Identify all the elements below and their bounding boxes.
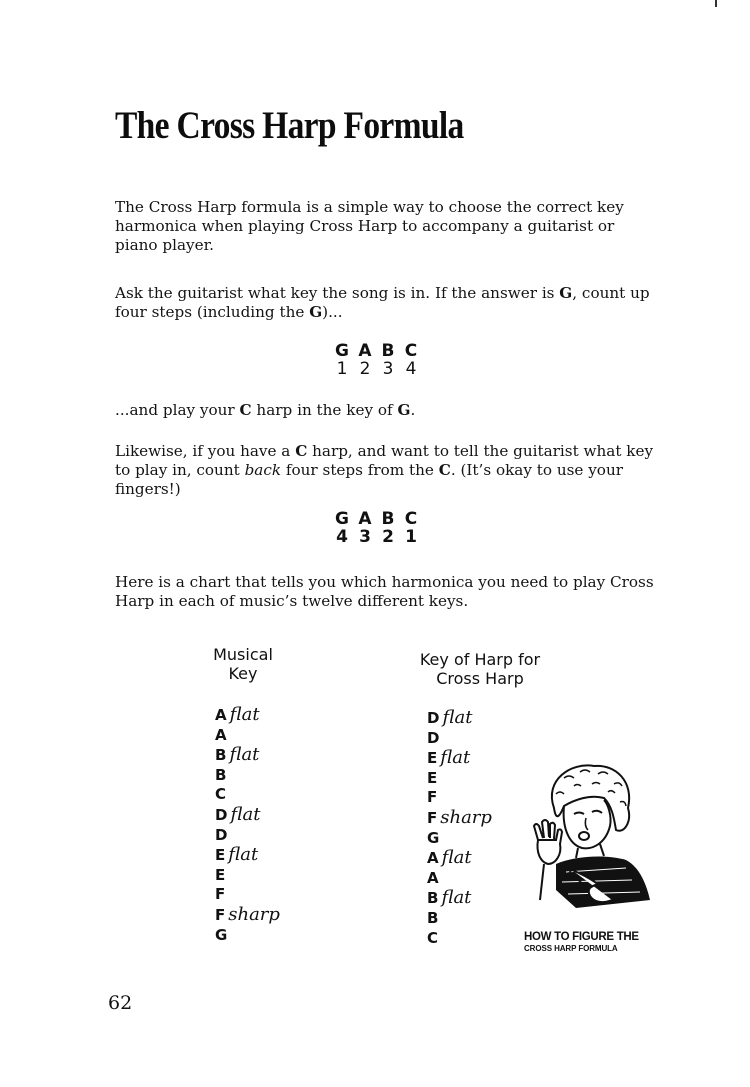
- key-row: [215, 745, 280, 766]
- step-number: 4: [405, 359, 417, 379]
- key-letter: D: [215, 825, 228, 844]
- key-modifier: sharp: [440, 806, 492, 828]
- count-back-diagram: [335, 510, 418, 546]
- key-letter: E: [215, 846, 226, 865]
- key-letter: F: [427, 808, 438, 827]
- key-row: [215, 766, 280, 786]
- illustration-caption: [524, 932, 639, 954]
- key-letter: D: [427, 709, 440, 727]
- bold-note: C: [438, 461, 451, 479]
- key-modifier: flat: [442, 707, 473, 728]
- page-title: The Cross Harp Formula: [115, 104, 464, 147]
- key-letter: A: [427, 868, 439, 887]
- bold-note: C: [295, 442, 308, 460]
- key-modifier: flat: [230, 803, 261, 825]
- italic-word: back: [244, 461, 282, 479]
- key-row: [215, 845, 280, 866]
- bold-note: C: [239, 401, 252, 419]
- key-row: [427, 708, 492, 729]
- key-modifier: flat: [441, 887, 472, 909]
- text-run: Likewise, if you have a: [115, 442, 296, 460]
- bold-note: G: [397, 401, 411, 419]
- harmonica-player-illustration: [516, 760, 656, 925]
- musical-key-list: [215, 705, 280, 945]
- count-up-diagram: [335, 342, 418, 378]
- text-run: Ask the guitarist what key the song is in. If the answer is: [115, 284, 560, 302]
- key-letter: D: [427, 728, 440, 747]
- key-letter: F: [427, 788, 438, 807]
- key-row: [427, 829, 492, 849]
- key-row: [215, 926, 280, 946]
- key-row: [215, 726, 280, 746]
- key-letter: B: [427, 889, 439, 908]
- key-row: [427, 869, 492, 889]
- key-modifier: flat: [229, 704, 260, 725]
- note-label: A: [358, 341, 372, 361]
- key-letter: E: [427, 749, 438, 768]
- key-row: [427, 808, 492, 829]
- bold-note: G: [559, 284, 573, 302]
- paragraph-intro: The Cross Harp formula is a simple way to choose the correct key harmonica when playing Cross Harp to accompany a guitarist or piano player.: [115, 198, 624, 254]
- step-number: 3: [359, 527, 371, 547]
- text-run: harp in the key of: [251, 401, 398, 419]
- key-letter: E: [427, 768, 438, 787]
- key-row: [427, 769, 492, 789]
- key-row: [215, 885, 280, 905]
- column-header-musical-key: [198, 645, 288, 683]
- key-row: [215, 905, 280, 926]
- key-row: [427, 748, 492, 769]
- text-run: four steps from the: [281, 461, 439, 479]
- bold-note: G: [309, 303, 323, 321]
- key-letter: B: [215, 765, 227, 784]
- note-label: G: [335, 509, 349, 529]
- key-letter: F: [215, 905, 226, 924]
- key-row: [215, 785, 280, 805]
- step-number: 1: [336, 359, 348, 379]
- key-letter: G: [427, 828, 440, 847]
- text-run: . (It’s okay to use your fingers!): [115, 461, 623, 498]
- note-label: B: [381, 509, 395, 529]
- key-row: [215, 705, 280, 726]
- text-run: )...: [322, 303, 343, 321]
- text-run: .: [410, 401, 416, 419]
- step-number: 2: [359, 359, 371, 379]
- step-number: 4: [336, 527, 348, 547]
- key-letter: E: [215, 865, 226, 884]
- key-letter: G: [215, 925, 228, 944]
- step-number: 2: [382, 527, 394, 547]
- caption-line: CROSS HARP FORMULA: [524, 944, 618, 953]
- column-header-harp-key: [380, 650, 580, 688]
- key-row: [427, 888, 492, 909]
- key-letter: C: [427, 928, 439, 947]
- scan-edge-mark: [715, 0, 717, 7]
- paragraph-ask-guitarist: [115, 284, 655, 322]
- key-row: [215, 866, 280, 886]
- key-row: [427, 929, 492, 949]
- key-modifier: flat: [229, 744, 260, 766]
- key-modifier: flat: [441, 847, 472, 869]
- key-row: [427, 729, 492, 749]
- key-letter: F: [215, 885, 226, 904]
- step-number: 3: [382, 359, 394, 379]
- key-letter: B: [215, 746, 227, 765]
- key-letter: A: [215, 706, 227, 724]
- key-row: [427, 788, 492, 808]
- note-label: G: [335, 341, 349, 361]
- note-label: C: [404, 509, 418, 529]
- page-number: 62: [108, 992, 133, 1014]
- note-label: A: [358, 509, 372, 529]
- key-letter: A: [215, 725, 227, 744]
- note-label: C: [404, 341, 418, 361]
- header-line: Cross Harp: [436, 669, 524, 688]
- key-letter: D: [215, 805, 228, 824]
- key-row: [215, 826, 280, 846]
- paragraph-likewise: [115, 442, 655, 499]
- paragraph-chart-intro: Here is a chart that tells you which harmonica you need to play Cross Harp in each of music’s twelve different keys.: [115, 573, 654, 610]
- key-modifier: flat: [440, 747, 471, 769]
- key-modifier: flat: [228, 844, 259, 866]
- header-line: Key of Harp for: [419, 650, 541, 669]
- key-row: [427, 848, 492, 869]
- paragraph-play-harp: [115, 401, 655, 420]
- key-row: [427, 909, 492, 929]
- text-run: harp, and want to tell the guitarist what key to play in, count: [115, 442, 654, 479]
- header-line: Musical: [213, 645, 273, 664]
- text-run: ...and play your: [115, 401, 240, 419]
- note-label: B: [381, 341, 395, 361]
- key-letter: B: [427, 908, 439, 927]
- caption-line: HOW TO FIGURE THE: [524, 931, 639, 943]
- key-letter: C: [215, 785, 227, 804]
- harp-key-list: [427, 708, 492, 948]
- key-row: [215, 805, 280, 826]
- step-number: 1: [405, 527, 417, 547]
- key-letter: A: [427, 849, 439, 868]
- text-run: , count up four steps (including the: [115, 284, 650, 321]
- header-line: Key: [228, 664, 258, 683]
- key-modifier: sharp: [228, 903, 280, 925]
